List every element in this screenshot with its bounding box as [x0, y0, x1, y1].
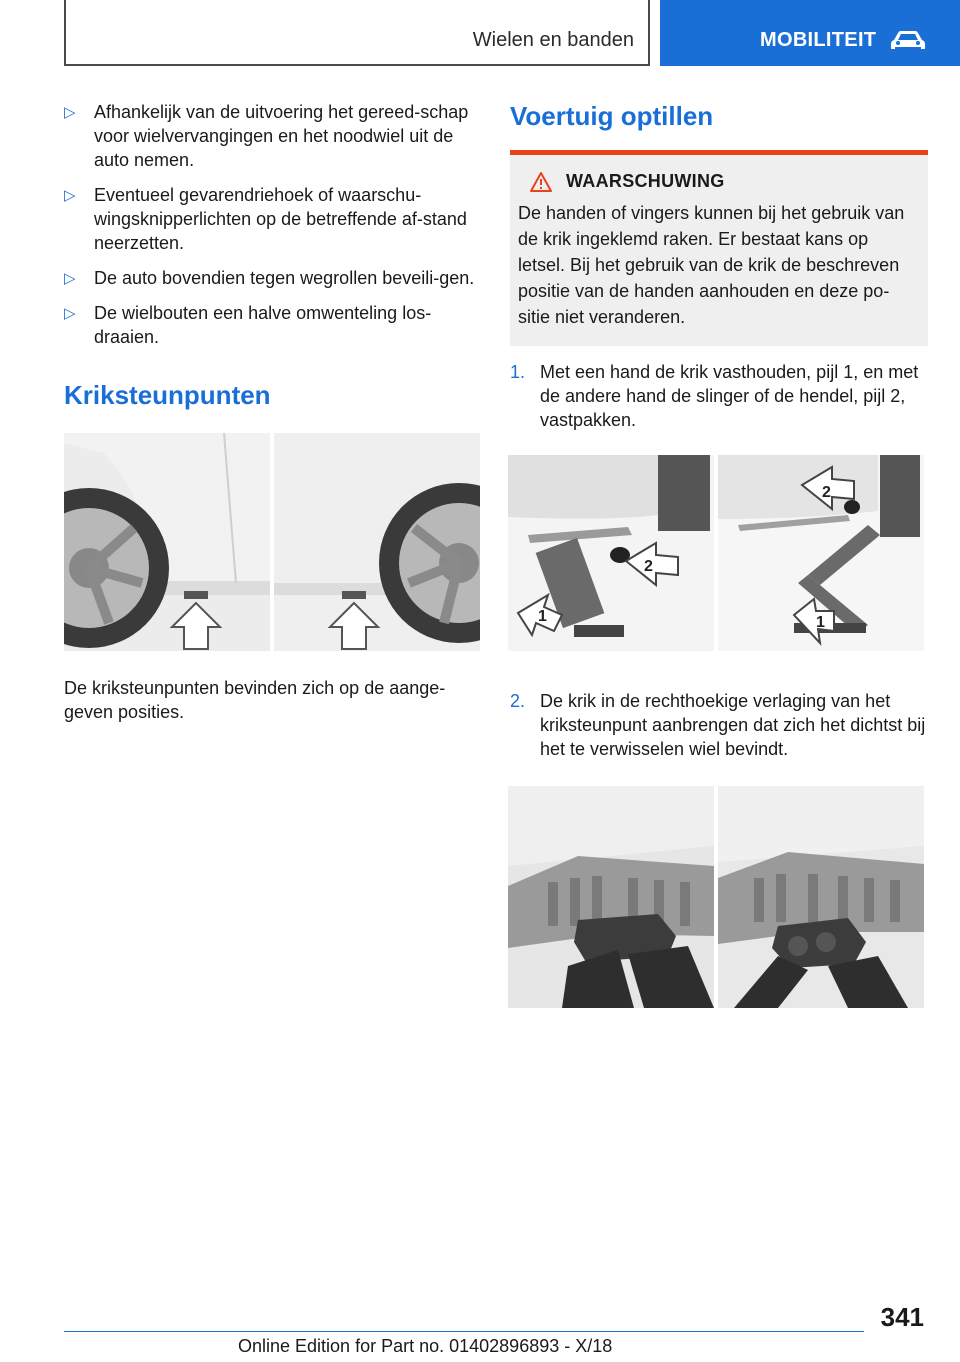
- arrow-label-3: 2: [822, 484, 831, 501]
- left-column: [64, 100, 480, 724]
- list-item: ▷ Afhankelijk van de uitvoering het gereed-schap voor wielvervangingen en het noodwiel uit de auto nemen.: [64, 102, 469, 170]
- step-item: [510, 360, 928, 432]
- step-text: Met een hand de krik vasthouden, pijl 1, en met de andere hand de slinger of de hendel, pijl 2, vastpakken.: [540, 362, 919, 430]
- jacking-points-photo: [64, 433, 480, 651]
- footer-rule: [64, 1331, 864, 1332]
- step-number: 2.: [510, 691, 526, 711]
- warning-triangle-icon: [530, 172, 552, 192]
- arrow-label-2: 2: [644, 558, 653, 575]
- arrow-label-1: 1: [538, 608, 547, 625]
- triangle-right-icon: ▷: [64, 104, 76, 121]
- triangle-right-icon: ▷: [64, 187, 76, 204]
- car-icon: [890, 30, 926, 52]
- jacking-points-illustration: [64, 433, 480, 651]
- step-number: 1.: [510, 362, 526, 382]
- step-item: [510, 689, 928, 761]
- triangle-right-icon: ▷: [64, 305, 76, 322]
- warning-title-row: [518, 171, 920, 192]
- steps-list-b: [510, 689, 928, 761]
- chapter-label: MOBILITEIT: [760, 29, 877, 51]
- jacking-points-caption: De kriksteunpunten bevinden zich op de aange-geven posities.: [64, 678, 446, 722]
- preparation-list: [64, 100, 480, 349]
- steps-list-a: [510, 360, 928, 432]
- arrow-label-4: 1: [816, 614, 825, 631]
- jack-placement-photo: [508, 786, 924, 1008]
- section-title: Wielen en banden: [472, 29, 634, 51]
- jack-placement-illustration: [508, 786, 924, 1008]
- warning-box: [510, 155, 928, 346]
- page-number: 341: [880, 1302, 924, 1332]
- triangle-right-icon: ▷: [64, 270, 76, 287]
- list-item: ▷ Eventueel gevarendriehoek of waarschu-wingsknipperlichten op de betreffende af-stand neerzetten.: [64, 185, 467, 253]
- step-text: De krik in de rechthoekige verlaging van het kriksteunpunt aanbrengen dat zich het dichtst bij het te verwisselen wiel bevindt.: [540, 691, 926, 759]
- list-item: ▷ De auto bovendien tegen wegrollen beveili-gen.: [64, 266, 480, 290]
- warning-text: De handen of vingers kunnen bij het gebruik van de krik ingeklemd raken. Er bestaat kans op letsel. Bij het gebruik van de krik de beschreven positie van de handen aanhouden en deze po-sitie niet veranderen.: [518, 203, 905, 327]
- section-header: [64, 0, 650, 66]
- right-column: [510, 100, 928, 1008]
- section-heading-voertuig-optillen: Voertuig optillen: [510, 101, 714, 131]
- jack-handling-photo: [508, 455, 924, 651]
- jack-handling-illustration: [508, 455, 924, 651]
- page-header: [0, 0, 960, 66]
- list-item: ▷ De wielbouten een halve omwenteling los-draaien.: [64, 303, 432, 347]
- section-heading-kriksteunpunten: Kriksteunpunten: [64, 380, 271, 410]
- edition-footer: Online Edition for Part no. 01402896893 - X/18: [238, 1336, 613, 1356]
- chapter-tab: [660, 0, 960, 66]
- warning-title: WAARSCHUWING: [566, 171, 725, 191]
